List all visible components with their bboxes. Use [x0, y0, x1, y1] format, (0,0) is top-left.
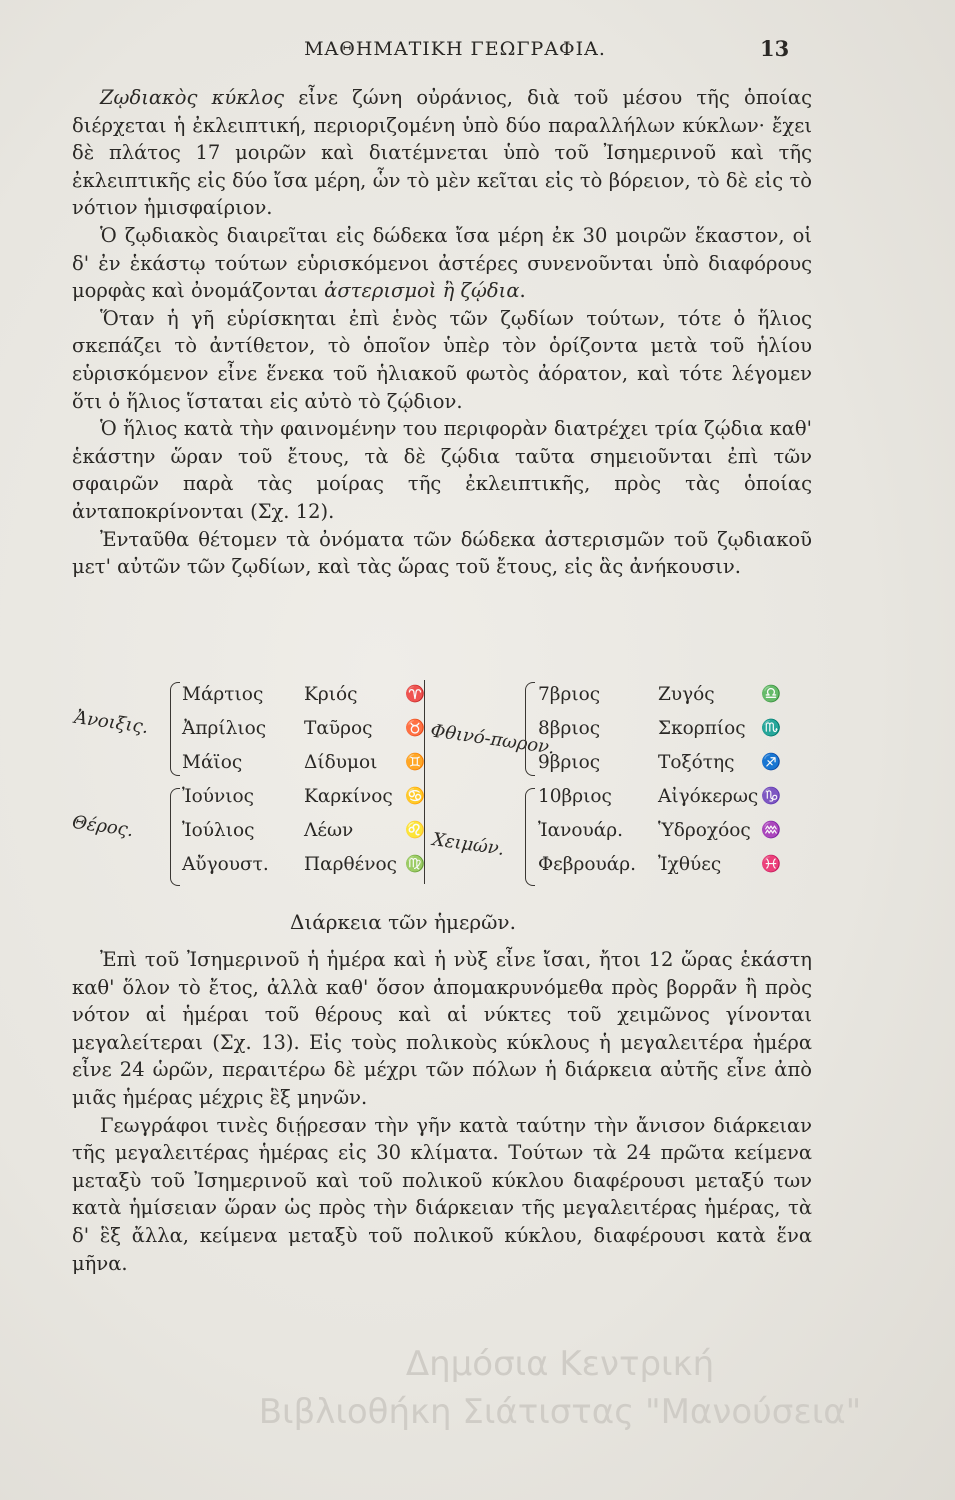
zodiac-symbol-icon: ♋: [405, 786, 425, 805]
month-name: Ἰανουάρ.: [538, 820, 624, 841]
zodiac-row: [538, 718, 818, 744]
sign-name: Ὑδροχόος: [658, 820, 751, 841]
sign-name: Δίδυμοι: [304, 752, 378, 773]
zodiac-symbol-icon: ♑: [761, 786, 781, 805]
paragraph-text: Ὁ ἥλιος κατὰ τὴν φαινομένην του περιφορὰν διατρέχει τρία ζῴδια καθ' ἑκάστην ὥραν τοῦ ἔτους, τὰ δὲ ζῴδια ταῦτα σημειοῦνται ἐπὶ τῶν σφαιρῶν παρὰ τὰς μοίρας τῆς ἐκλειπτικῆς, πρὸς τὰς ὁποίας ἀνταποκρίνονται (Σχ. 12).: [72, 417, 812, 523]
month-name: Ἀπρίλιος: [182, 718, 267, 739]
running-head: ΜΑΘΗΜΑΤΙΚΗ ΓΕΩΓΡΑΦΙΑ.: [304, 38, 606, 60]
zodiac-symbol-icon: ♎: [761, 684, 781, 703]
zodiac-symbol-icon: ♏: [761, 718, 781, 737]
sign-name: Αἰγόκερως: [658, 786, 759, 807]
paragraph-text: Ὁ ζῳδιακὸς διαιρεῖται εἰς δώδεκα ἴσα μέρη ἐκ 30 μοιρῶν ἕκαστον, οἱ δ' ἐν ἑκάστῳ τούτων εὑρισκόμενοι ἀστέρες συνενοῦνται ὑπὸ διαφόρους μορφὰς καὶ ὀνομάζονται: [72, 223, 812, 303]
paragraph-text: Ἐπὶ τοῦ Ἰσημερινοῦ ἡ ἡμέρα καὶ ἡ νὺξ εἶνε ἴσαι, ἤτοι 12 ὥρας ἑκάστη καθ' ὅλον τὸ ἔτος, ἀλλὰ καθ' ὅσον ἀπομακρυνόμεθα πρὸς βορρᾶν ἢ πρὸς νότον αἱ ἡμέραι τοῦ θέρους καὶ αἱ νύκτες τοῦ χειμῶνος γίνονται μεγαλείτεραι (Σχ. 13). Εἰς τοὺς πολικοὺς κύκλους ἡ μεγαλειτέρα ἡμέρα εἶνε 24 ὡρῶν, περαιτέρω δὲ μέχρι τῶν πόλων ἡ διάρκεια αὐτῆς εἶνε ἀπὸ μιᾶς ἡμέρας μέχρις ἓξ μηνῶν.: [72, 948, 812, 1109]
sign-name: Τοξότης: [658, 752, 735, 773]
page-number: 13: [760, 36, 790, 61]
month-name: 9βριος: [538, 752, 601, 773]
paragraph-climates: [72, 1112, 812, 1278]
zodiac-row: [538, 786, 818, 812]
paragraph-zodiac-parts: [72, 222, 812, 305]
paragraph-table-intro: [72, 526, 812, 581]
month-name: 8βριος: [538, 718, 601, 739]
zodiac-row: [182, 786, 442, 812]
zodiac-row: [538, 854, 818, 880]
sign-name: Σκορπίος: [658, 718, 746, 739]
zodiac-symbol-icon: ♍: [405, 854, 425, 873]
zodiac-symbol-icon: ♐: [761, 752, 781, 771]
bracket-summer: [170, 788, 180, 886]
season-winter-label: Χειμών.: [430, 829, 506, 860]
zodiac-row: [182, 854, 442, 880]
sign-name: Καρκίνος: [304, 786, 393, 807]
sign-name: Κριός: [304, 684, 358, 705]
bracket-autumn: [525, 682, 535, 776]
zodiac-row: [182, 684, 442, 710]
month-name: Μάϊος: [182, 752, 243, 773]
body-text-bottom: [72, 946, 812, 1277]
month-name: Φεβρουάρ.: [538, 854, 636, 875]
sign-name: Παρθένος: [304, 854, 397, 875]
body-text-top: [72, 84, 812, 581]
month-name: Μάρτιος: [182, 684, 264, 705]
paragraph-equator-days: [72, 946, 812, 1112]
season-spring-label: Ἀνοιξις.: [72, 706, 150, 739]
paragraph-text: Ὅταν ἡ γῆ εὑρίσκηται ἐπὶ ἑνὸς τῶν ζῳδίων τούτων, τότε ὁ ἥλιος σκεπάζει τὸ ἀντίθετον, τὸ ὁποῖον ὑπὲρ τὸν ὁρίζοντα μετὰ τοῦ ἡλίου εὑρισκόμενον εἶνε ἕνεκα τοῦ ἡλιακοῦ φωτὸς ἀόρατον, καὶ τότε λέγομεν ὅτι ὁ ἥλιος ἵσταται εἰς αὐτὸ τὸ ζῴδιον.: [72, 306, 812, 413]
zodiac-row: [538, 820, 818, 846]
zodiac-row: [538, 684, 818, 710]
paragraph-text: Γεωγράφοι τινὲς διῄρεσαν τὴν γῆν κατὰ ταύτην τὴν ἄνισον διάρκειαν τῆς μεγαλειτέρας ἡμέρας εἰς 30 κλίματα. Τούτων τὰ 24 πρῶτα κείμενα μεταξὺ τοῦ Ἰσημερινοῦ καὶ τοῦ πολικοῦ κύκλου διαφέρουσι μεταξύ των κατὰ ἡμίσειαν ὥραν ὡς πρὸς τὴν διάρκειαν τῆς μεγαλειτέρας ἡμέρας, τὰ δ' ἓξ ἄλλα, κείμενα μεταξὺ τοῦ πολικοῦ κύκλου, διαφέρουσι κατὰ ἕνα μῆνα.: [72, 1113, 812, 1275]
month-name: Ἰούνιος: [182, 786, 255, 807]
bracket-spring: [170, 682, 180, 776]
paragraph-text: Ἐνταῦθα θέτομεν τὰ ὀνόματα τῶν δώδεκα ἀστερισμῶν τοῦ ζῳδιακοῦ μετ' αὐτῶν τῶν ζῳδίων, καὶ τὰς ὥρας τοῦ ἔτους, εἰς ἃς ἀνήκουσιν.: [72, 527, 812, 579]
paragraph-text: ἀστερισμοὶ ἢ ζῴδια: [324, 279, 520, 303]
sign-name: Ζυγός: [658, 684, 715, 705]
zodiac-symbol-icon: ♊: [405, 752, 425, 771]
library-watermark-line2: Βιβλιοθήκη Σιάτιστας "Μανούσεια": [258, 1392, 862, 1432]
paragraph-sun-path: [72, 415, 812, 525]
season-autumn-label: Φθινό-πωρον.: [429, 720, 557, 759]
month-name: Ἰούλιος: [182, 820, 255, 841]
paragraph-zodiac-def: [72, 84, 812, 222]
zodiac-row: [182, 752, 442, 778]
bracket-winter: [525, 788, 535, 886]
paragraph-text: Ζῳδιακὸς κύκλος: [100, 86, 285, 109]
sign-name: Ἰχθύες: [658, 854, 722, 875]
zodiac-symbol-icon: ♒: [761, 820, 781, 839]
zodiac-symbol-icon: ♌: [405, 820, 425, 839]
month-name: Αὔγουστ.: [182, 854, 269, 875]
zodiac-table: [70, 676, 810, 901]
zodiac-symbol-icon: ♉: [405, 718, 425, 737]
sign-name: Ταῦρος: [304, 718, 373, 739]
season-summer-label: Θέρος.: [70, 811, 135, 842]
zodiac-row: [538, 752, 818, 778]
zodiac-symbol-icon: ♈: [405, 684, 425, 703]
zodiac-row: [182, 718, 442, 744]
library-watermark-line1: Δημόσια Κεντρική: [405, 1344, 715, 1384]
month-name: 7βριος: [538, 684, 601, 705]
zodiac-symbol-icon: ♓: [761, 854, 781, 873]
zodiac-row: [182, 820, 442, 846]
sign-name: Λέων: [304, 820, 354, 841]
paragraph-text: .: [519, 279, 526, 303]
month-name: 10βριος: [538, 786, 612, 807]
paragraph-earth-in-sign: [72, 305, 812, 415]
section-title: Διάρκεια τῶν ἡμερῶν.: [290, 910, 516, 934]
paragraph-text: εἶνε ζώνη οὐράνιος, διὰ τοῦ μέσου τῆς ὁποίας διέρχεται ἡ ἐκλειπτική, περιοριζομένη ὑπὸ δύο παραλλήλων κύκλων· ἔχει δὲ πλάτος 17 μοιρῶν καὶ διατέμνεται ὑπὸ τοῦ Ἰσημερινοῦ καὶ τῆς ἐκλειπτικῆς εἰς δύο ἴσα μέρη, ὧν τὸ μὲν κεῖται εἰς τὸ βόρειον, τὸ δὲ εἰς τὸ νότιον ἡμισφαίριον.: [72, 86, 812, 220]
